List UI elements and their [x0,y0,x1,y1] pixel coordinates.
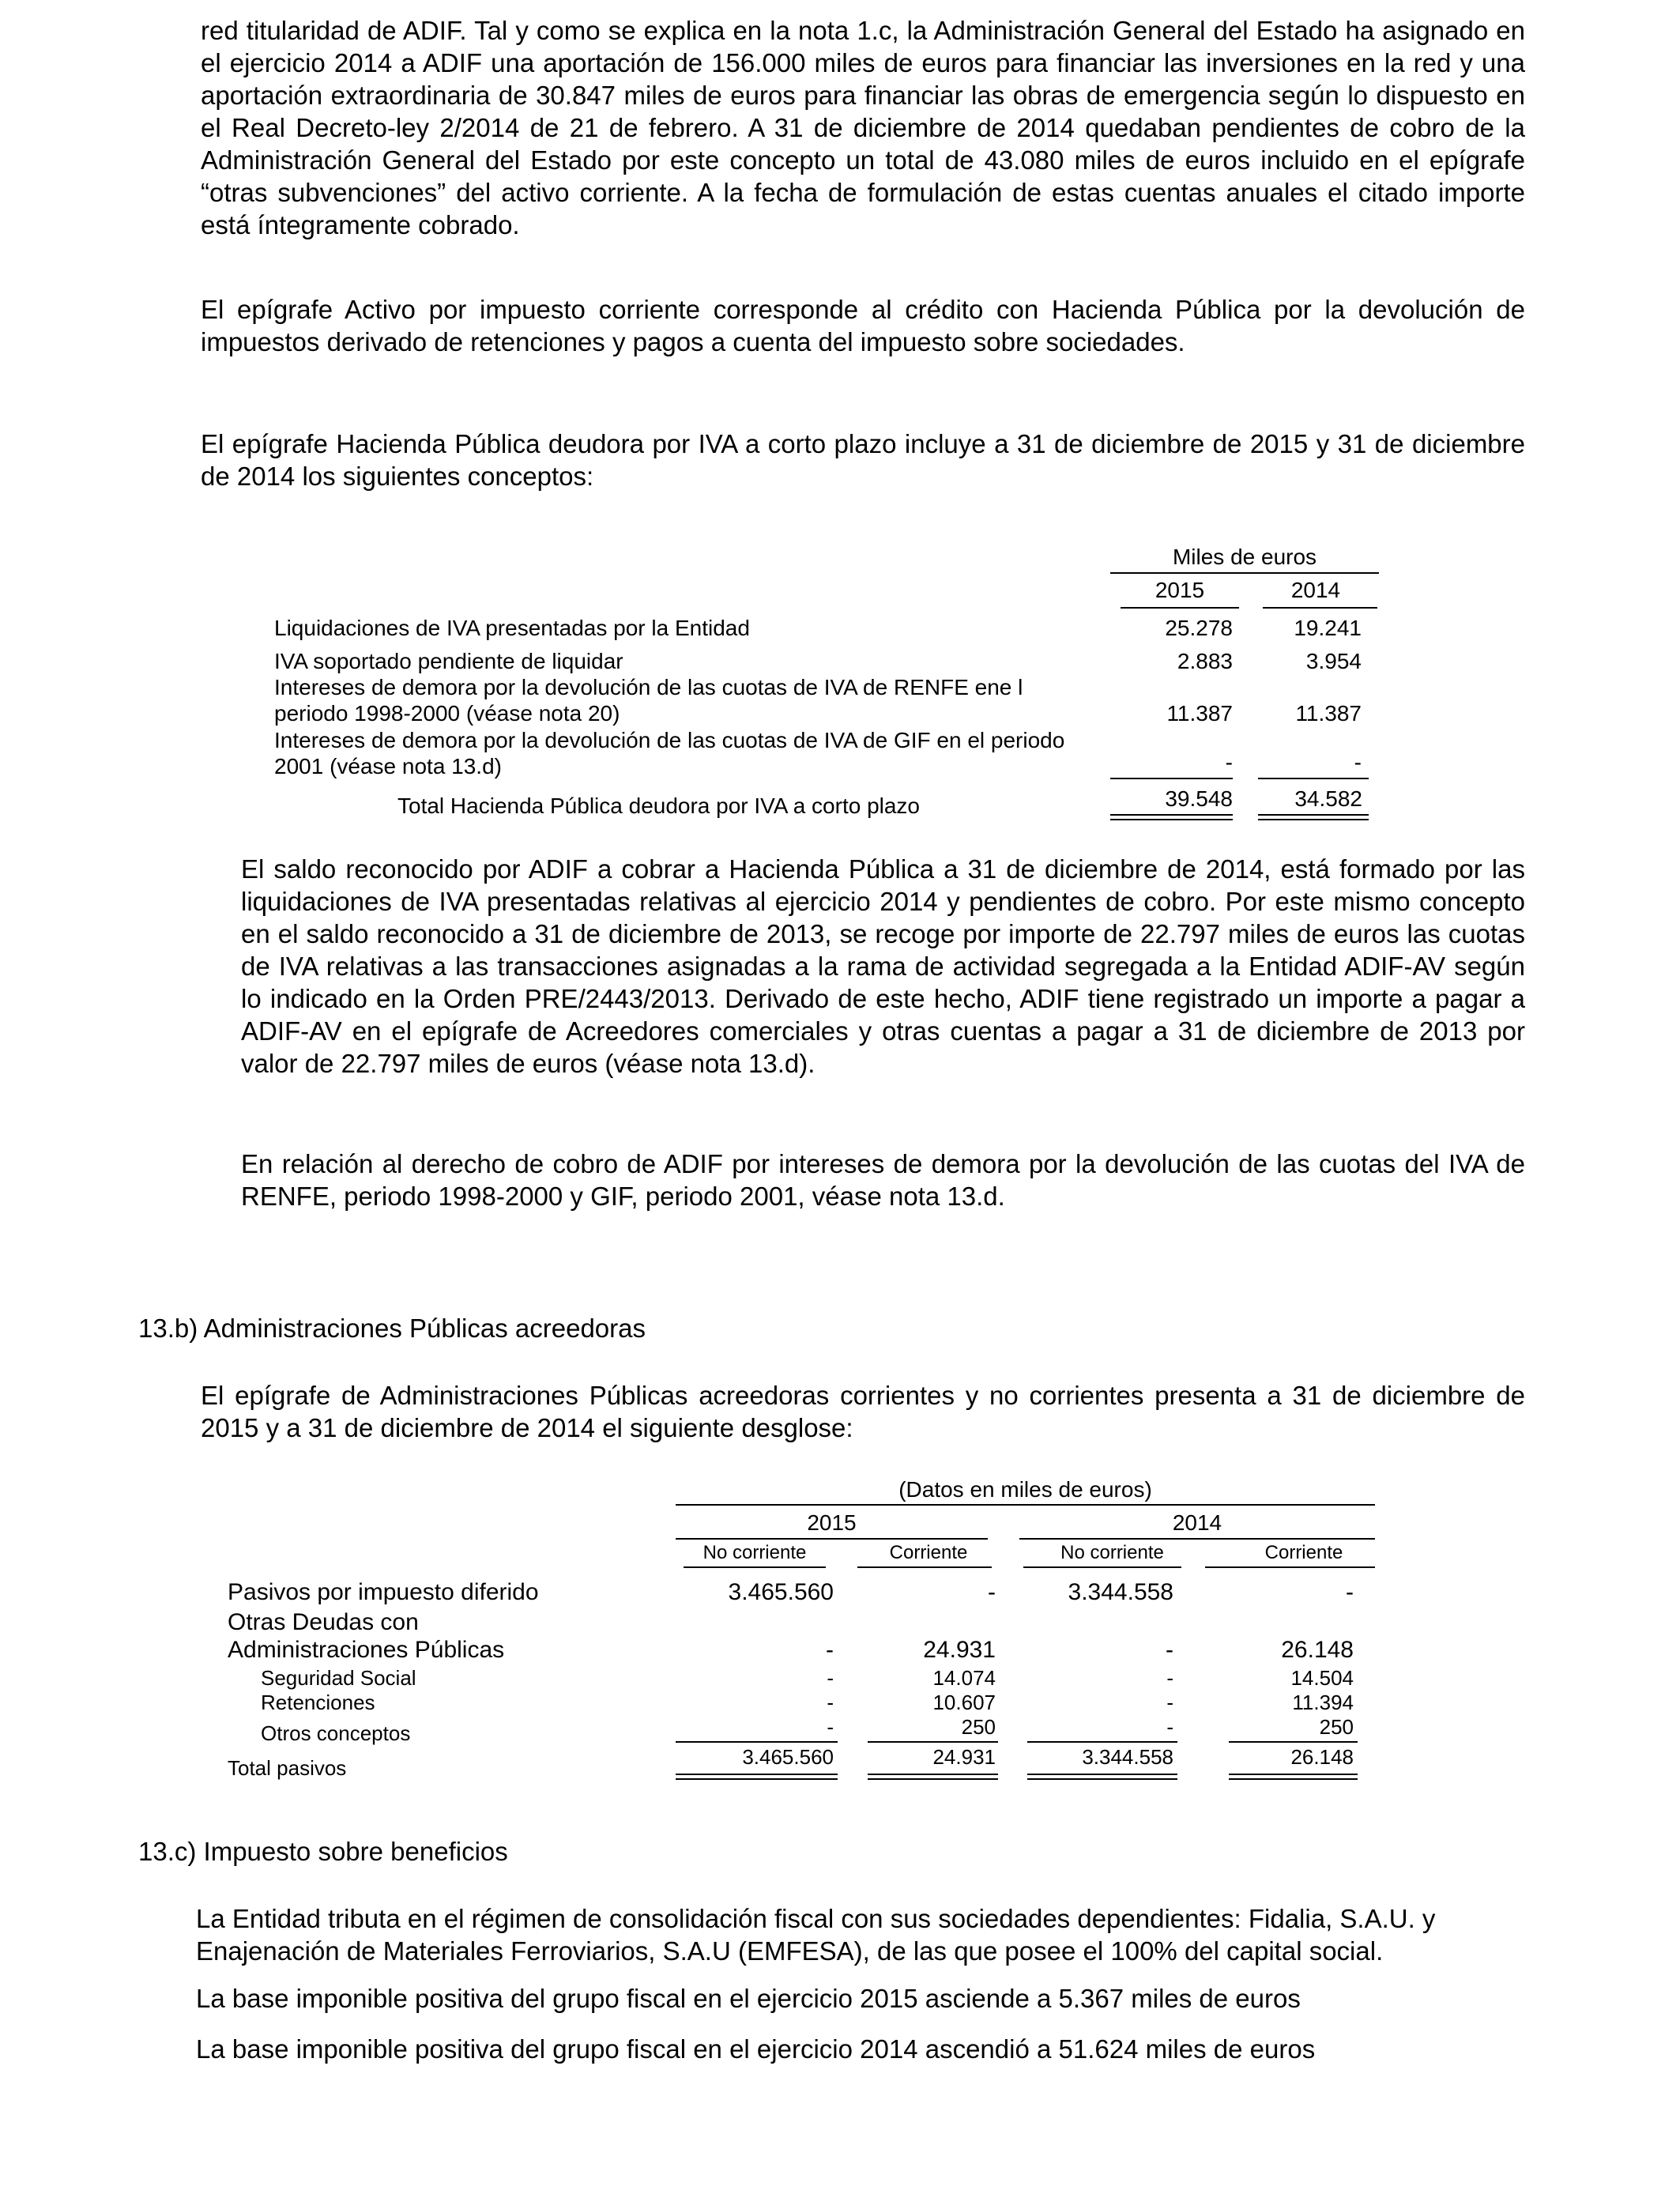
iva-col-2015: 2015 [1155,578,1205,602]
iva-unit-header: Miles de euros [1172,545,1317,569]
admin-value-c2015: 14.074 [932,1666,996,1690]
iva-col-2014: 2014 [1290,578,1341,602]
admin-subtotal-rule [676,1741,838,1743]
admin-total-c2015: 24.931 [932,1745,996,1769]
admin-header-rule [676,1504,1375,1506]
paragraph-consolidacion-fiscal: La Entidad tributa en el régimen de consolidación fiscal con sus sociedades dependientes: Fidalia, S.A.U. y Enajenación de Materiales Ferroviarios, S.A.U (EMFESA), de las que posee el 100% del capital social. [196,1904,1436,1966]
iva-row-value-2014: 11.387 [1295,701,1362,726]
admin-subtotal-rule [1027,1741,1177,1743]
admin-value-nc2015: - [827,1666,834,1690]
iva-total-double-rule-2014 [1258,814,1369,820]
iva-row-value-2014: - [1354,750,1362,775]
iva-subtotal-rule-2014 [1258,778,1369,779]
section-heading-13c: 13.c) Impuesto sobre beneficios [138,1837,508,1866]
iva-row-value-2014: 3.954 [1305,649,1362,673]
paragraph-base-2014: La base imponible positiva del grupo fiscal en el ejercicio 2014 ascendió a 51.624 miles de euros [196,2034,1316,2064]
admin-sub-rule [1205,1566,1375,1568]
admin-sub-c-2015: Corriente [889,1542,968,1563]
admin-total-double-rule [1229,1774,1358,1780]
admin-subtotal-rule [868,1741,998,1743]
iva-row-value-2015: - [1225,750,1233,775]
admin-total-double-rule [1027,1774,1177,1780]
iva-header-rule [1110,572,1379,574]
iva-row-value-2015: 2.883 [1177,649,1233,673]
iva-row-label-line2: periodo 1998-2000 (véase nota 20) [274,701,620,726]
admin-total-c2014: 26.148 [1290,1745,1354,1769]
iva-row-label-line2: 2001 (véase nota 13.d) [274,754,502,778]
iva-row-value-2015: 11.387 [1166,701,1233,726]
iva-total-double-rule-2015 [1110,814,1233,820]
admin-value-nc2015: 3.465.560 [728,1579,834,1605]
admin-row-label: Pasivos por impuesto diferido [228,1579,539,1605]
admin-row-label-line2: Administraciones Públicas [228,1637,505,1663]
admin-value-nc2015: - [827,1715,834,1739]
iva-total-2014: 34.582 [1294,786,1362,811]
iva-row-value-2014: 19.241 [1294,616,1362,640]
admin-total-label: Total pasivos [228,1756,347,1780]
iva-col-rule-2015 [1121,607,1239,609]
paragraph-subvenciones: red titularidad de ADIF. Tal y como se explica en la nota 1.c, la Administración General del Estado ha asignado en el ejercicio 2014 a ADIF una aportación de 156.000 miles de euros para financiar las inversiones en la red y una aportación extraordinaria de 30.847 miles de euros para financiar las obras de emergencia según lo dispuesto en el Real Decreto-ley 2/2014 de 21 de febrero. A 31 de diciembre de 2014 quedaban pendientes de cobro de la Administración General del Estado por este concepto un total de 43.080 miles de euros incluido en el epígrafe “otras subvenciones” del activo corriente. A la fecha de formulación de estas cuentas anuales el citado importe está íntegramente cobrado. [201,16,1525,239]
admin-subtotal-rule [1229,1741,1358,1743]
admin-value-nc2014: - [1166,1715,1173,1739]
admin-sub-rule [1023,1566,1181,1568]
paragraph-admin-intro: El epígrafe de Administraciones Públicas acreedoras corrientes y no corrientes presenta a 31 de diciembre de 2015 y a 31 de diciembre de 2014 el siguiente desglose: [201,1381,1525,1442]
admin-value-c2014: - [1346,1579,1354,1605]
admin-value-c2014: 11.394 [1292,1691,1354,1714]
iva-row-label: IVA soportado pendiente de liquidar [274,649,623,673]
admin-value-nc2015: - [826,1637,834,1663]
admin-row-label-line1: Otras Deudas con [228,1609,419,1635]
admin-sub-nc-2015: No corriente [703,1542,807,1563]
iva-row-label-line1: Intereses de demora por la devolución de las cuotas de IVA de RENFE ene l [274,675,1023,699]
admin-year-rule-2015 [676,1538,988,1540]
iva-total-2015: 39.548 [1165,786,1233,811]
admin-total-double-rule [868,1774,998,1780]
admin-year-rule-2014 [1019,1538,1375,1540]
admin-value-c2015: - [988,1579,996,1605]
paragraph-activo-impuesto: El epígrafe Activo por impuesto corriente corresponde al crédito con Hacienda Pública por la devolución de impuestos derivado de retenciones y pagos a cuenta del impuesto sobre sociedades. [201,295,1525,356]
admin-value-c2014: 26.148 [1281,1637,1354,1663]
admin-value-c2015: 24.931 [923,1637,996,1663]
admin-sub-rule [684,1566,826,1568]
admin-value-c2014: 14.504 [1290,1666,1354,1690]
admin-value-c2015: 250 [961,1715,996,1739]
section-heading-13b: 13.b) Administraciones Públicas acreedoras [138,1314,646,1343]
iva-total-label: Total Hacienda Pública deudora por IVA a corto plazo [397,794,921,818]
admin-value-nc2014: - [1166,1691,1173,1714]
admin-value-nc2014: - [1166,1637,1173,1663]
iva-subtotal-rule-2015 [1110,778,1233,779]
admin-value-nc2014: - [1166,1666,1173,1690]
paragraph-derecho-cobro: En relación al derecho de cobro de ADIF por intereses de demora por la devolución de las cuotas del IVA de RENFE, periodo 1998-2000 y GIF, periodo 2001, véase nota 13.d. [241,1149,1525,1211]
paragraph-saldo-reconocido: El saldo reconocido por ADIF a cobrar a Hacienda Pública a 31 de diciembre de 2014, está formado por las liquidaciones de IVA presentadas relativas al ejercicio 2014 y pendientes de cobro. Por este mismo concepto en el saldo reconocido a 31 de diciembre de 2013, se recoge por importe de 22.797 miles de euros las cuotas de IVA relativas a las transacciones asignadas a la rama de actividad segregada a la Entidad ADIF-AV según lo indicado en la Orden PRE/2443/2013. Derivado de este hecho, ADIF tiene registrado un importe a pagar a ADIF-AV en el epígrafe de Acreedores comerciales y otras cuentas a pagar a 31 de diciembre de 2013 por valor de 22.797 miles de euros (véase nota 13.d). [241,854,1525,1078]
iva-row-label-line1: Intereses de demora por la devolución de las cuotas de IVA de GIF en el periodo [274,728,1065,752]
iva-row-label: Liquidaciones de IVA presentadas por la Entidad [274,616,750,640]
admin-year-2014: 2014 [1172,1510,1222,1535]
admin-row-label: Seguridad Social [261,1666,416,1690]
paragraph-iva-intro: El epígrafe Hacienda Pública deudora por IVA a corto plazo incluye a 31 de diciembre de 2015 y 31 de diciembre de 2014 los siguientes conceptos: [201,429,1525,491]
admin-unit-header: (Datos en miles de euros) [898,1477,1152,1502]
admin-value-c2015: 10.607 [932,1691,996,1714]
paragraph-base-2015: La base imponible positiva del grupo fiscal en el ejercicio 2015 asciende a 5.367 miles de euros [196,1984,1301,2013]
admin-total-double-rule [676,1774,838,1780]
admin-value-nc2014: 3.344.558 [1068,1579,1173,1605]
iva-row-value-2015: 25.278 [1165,616,1233,640]
admin-row-label: Retenciones [261,1691,375,1714]
admin-year-2015: 2015 [807,1510,857,1535]
admin-sub-rule [857,1566,992,1568]
admin-sub-nc-2014: No corriente [1060,1542,1164,1563]
admin-value-nc2015: - [827,1691,834,1714]
admin-sub-c-2014: Corriente [1264,1542,1343,1563]
admin-total-nc2015: 3.465.560 [742,1745,834,1769]
admin-row-label: Otros conceptos [261,1721,411,1745]
admin-value-c2014: 250 [1319,1715,1354,1739]
iva-col-rule-2014 [1263,607,1377,609]
admin-total-nc2014: 3.344.558 [1082,1745,1173,1769]
